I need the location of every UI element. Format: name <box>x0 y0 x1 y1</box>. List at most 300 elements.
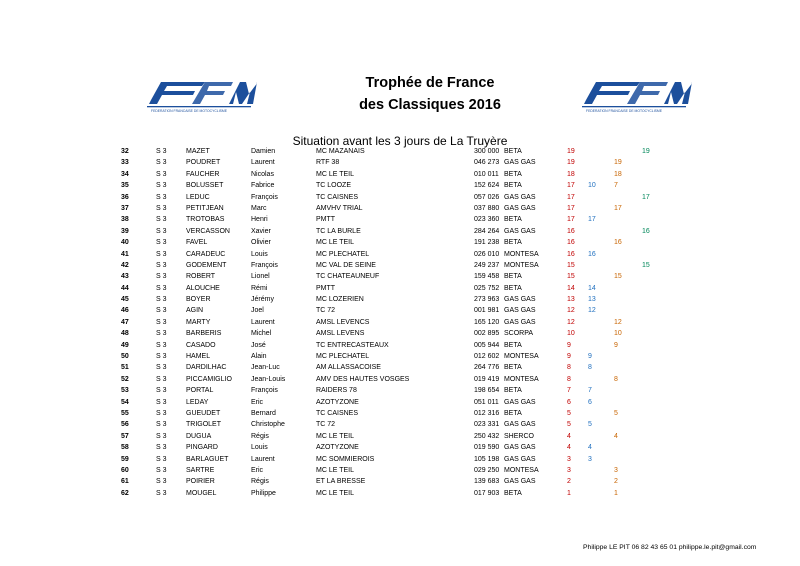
category-cell: S 3 <box>156 216 167 224</box>
points-col2-cell: 1 <box>614 489 618 497</box>
surname-cell: TROTOBAS <box>186 216 225 224</box>
category-cell: S 3 <box>156 227 167 235</box>
category-cell: S 3 <box>156 398 167 406</box>
licence-cell: 284 264 <box>474 227 500 235</box>
rank-cell: 49 <box>121 341 129 349</box>
firstname-cell: Michel <box>251 330 272 338</box>
club-cell: AZOTYZONE <box>316 398 359 406</box>
rank-cell: 33 <box>121 159 129 167</box>
category-cell: S 3 <box>156 489 167 497</box>
rank-cell: 43 <box>121 273 129 281</box>
points-col1-cell: 13 <box>588 296 596 304</box>
page-title: Trophée de France <box>365 75 495 91</box>
firstname-cell: François <box>251 261 278 269</box>
motorcycle-cell: GAS GAS <box>504 296 536 304</box>
club-cell: AMSL LEVENS <box>316 330 365 338</box>
ffm-logo-left <box>145 80 257 114</box>
rank-cell: 57 <box>121 432 129 440</box>
points-col1-cell: 12 <box>588 307 596 315</box>
surname-cell: VERCASSON <box>186 227 230 235</box>
table-row <box>0 294 800 305</box>
rank-cell: 50 <box>121 353 129 361</box>
category-cell: S 3 <box>156 432 167 440</box>
surname-cell: MAZET <box>186 148 210 155</box>
points-col3-cell: 16 <box>642 227 650 235</box>
firstname-cell: Xavier <box>251 227 271 235</box>
surname-cell: PICCAMIGLIO <box>186 375 232 383</box>
category-cell: S 3 <box>156 421 167 429</box>
category-cell: S 3 <box>156 273 167 281</box>
category-cell: S 3 <box>156 466 167 474</box>
licence-cell: 046 273 <box>474 159 500 167</box>
points-col1-cell: 16 <box>588 250 596 258</box>
category-cell: S 3 <box>156 353 167 361</box>
motorcycle-cell: GAS GAS <box>504 478 536 486</box>
rank-cell: 38 <box>121 216 129 224</box>
category-cell: S 3 <box>156 455 167 463</box>
surname-cell: PINGARD <box>186 444 218 452</box>
table-row <box>0 476 800 487</box>
motorcycle-cell: BETA <box>504 148 522 155</box>
firstname-cell: François <box>251 193 278 201</box>
motorcycle-cell: MONTESA <box>504 466 539 474</box>
points-col1-cell: 7 <box>588 387 592 395</box>
motorcycle-cell: BETA <box>504 387 522 395</box>
category-cell: S 3 <box>156 307 167 315</box>
table-row <box>0 214 800 225</box>
club-cell: AMSL LEVENCS <box>316 318 370 326</box>
motorcycle-cell: GAS GAS <box>504 455 536 463</box>
category-cell: S 3 <box>156 387 167 395</box>
table-row <box>0 340 800 351</box>
surname-cell: FAUCHER <box>186 170 220 178</box>
page-subtitle: Situation avant les 3 jours de La Truyère <box>292 134 508 148</box>
firstname-cell: Fabrice <box>251 182 275 190</box>
points-col2-cell: 15 <box>614 273 622 281</box>
licence-cell: 191 238 <box>474 239 500 247</box>
category-cell: S 3 <box>156 364 167 372</box>
table-row <box>0 192 800 203</box>
points-col2-cell: 17 <box>614 204 622 212</box>
rank-cell: 59 <box>121 455 129 463</box>
club-cell: PMTT <box>316 216 336 224</box>
surname-cell: BARBERIS <box>186 330 222 338</box>
points-col1-cell: 5 <box>588 421 592 429</box>
firstname-cell: Régis <box>251 432 269 440</box>
rank-cell: 45 <box>121 296 129 304</box>
table-row <box>0 237 800 248</box>
rank-cell: 55 <box>121 409 129 417</box>
licence-cell: 012 602 <box>474 353 500 361</box>
table-row <box>0 465 800 476</box>
rank-cell: 44 <box>121 284 129 292</box>
category-cell: S 3 <box>156 409 167 417</box>
points-col2-cell: 7 <box>614 182 618 190</box>
rank-cell: 47 <box>121 318 129 326</box>
motorcycle-cell: MONTESA <box>504 250 539 258</box>
club-cell: MC LE TEIL <box>316 489 354 497</box>
motorcycle-cell: BETA <box>504 273 522 281</box>
surname-cell: POUDRET <box>186 159 221 167</box>
licence-cell: 019 419 <box>474 375 500 383</box>
table-row <box>0 169 800 180</box>
total-points-cell: 14 <box>567 284 575 292</box>
rank-cell: 34 <box>121 170 129 178</box>
firstname-cell: Eric <box>251 466 264 474</box>
club-cell: MC PLECHATEL <box>316 250 370 258</box>
licence-cell: 017 903 <box>474 489 500 497</box>
rank-cell: 42 <box>121 261 129 269</box>
total-points-cell: 7 <box>567 387 571 395</box>
points-col2-cell: 5 <box>614 409 618 417</box>
table-row <box>0 408 800 419</box>
table-row <box>0 362 800 373</box>
points-col1-cell: 4 <box>588 444 592 452</box>
firstname-cell: Henri <box>251 216 268 224</box>
category-cell: S 3 <box>156 250 167 258</box>
rank-cell: 61 <box>121 478 129 486</box>
surname-cell: LEDUC <box>186 193 210 201</box>
rank-cell: 48 <box>121 330 129 338</box>
total-points-cell: 5 <box>567 421 571 429</box>
points-col2-cell: 8 <box>614 375 618 383</box>
rank-cell: 58 <box>121 444 129 452</box>
points-col1-cell: 6 <box>588 398 592 406</box>
total-points-cell: 12 <box>567 318 575 326</box>
surname-cell: POIRIER <box>186 478 215 486</box>
surname-cell: PORTAL <box>186 387 214 395</box>
table-row <box>0 203 800 214</box>
motorcycle-cell: GAS GAS <box>504 421 536 429</box>
logo-caption: FEDERATION FRANCAISE DE MOTOCYCLISME <box>151 109 227 113</box>
licence-cell: 019 590 <box>474 444 500 452</box>
points-col2-cell: 18 <box>614 170 622 178</box>
club-cell: MC MAZANAIS <box>316 148 365 155</box>
club-cell: TC CHATEAUNEUF <box>316 273 380 281</box>
total-points-cell: 5 <box>567 409 571 417</box>
club-cell: TC LA BURLE <box>316 227 361 235</box>
licence-cell: 273 963 <box>474 296 500 304</box>
club-cell: MC PLECHATEL <box>316 353 370 361</box>
club-cell: TC ENTRECASTEAUX <box>316 341 389 349</box>
surname-cell: CASADO <box>186 341 216 349</box>
licence-cell: 037 880 <box>474 204 500 212</box>
points-col1-cell: 8 <box>588 364 592 372</box>
club-cell: PMTT <box>316 284 336 292</box>
total-points-cell: 16 <box>567 227 575 235</box>
rank-cell: 46 <box>121 307 129 315</box>
firstname-cell: François <box>251 387 278 395</box>
licence-cell: 198 654 <box>474 387 500 395</box>
rank-cell: 51 <box>121 364 129 372</box>
footer-contact: Philippe LE PIT 06 82 43 65 01 philippe.le.pit@gmail.com <box>583 544 757 551</box>
table-row <box>0 260 800 271</box>
licence-cell: 300 000 <box>474 148 500 155</box>
table-row <box>0 226 800 237</box>
table-row <box>0 454 800 465</box>
licence-cell: 105 198 <box>474 455 500 463</box>
motorcycle-cell: BETA <box>504 216 522 224</box>
licence-cell: 002 895 <box>474 330 500 338</box>
table-row <box>0 157 800 168</box>
licence-cell: 023 360 <box>474 216 500 224</box>
ranking-table <box>0 146 800 499</box>
licence-cell: 026 010 <box>474 250 500 258</box>
surname-cell: FAVEL <box>186 239 208 247</box>
motorcycle-cell: BETA <box>504 284 522 292</box>
motorcycle-cell: BETA <box>504 409 522 417</box>
surname-cell: BOLUSSET <box>186 182 224 190</box>
table-row <box>0 146 800 157</box>
rank-cell: 53 <box>121 387 129 395</box>
page-title-line2: des Classiques 2016 <box>359 97 501 113</box>
category-cell: S 3 <box>156 182 167 190</box>
points-col2-cell: 10 <box>614 330 622 338</box>
table-row <box>0 317 800 328</box>
licence-cell: 264 776 <box>474 364 500 372</box>
firstname-cell: Lionel <box>251 273 270 281</box>
points-col2-cell: 2 <box>614 478 618 486</box>
points-col2-cell: 3 <box>614 466 618 474</box>
firstname-cell: Laurent <box>251 159 275 167</box>
club-cell: MC VAL DE SEINE <box>316 261 376 269</box>
table-row <box>0 351 800 362</box>
points-col2-cell: 9 <box>614 341 618 349</box>
club-cell: TC 72 <box>316 307 336 315</box>
category-cell: S 3 <box>156 239 167 247</box>
firstname-cell: Jean-Luc <box>251 364 280 372</box>
total-points-cell: 17 <box>567 193 575 201</box>
category-cell: S 3 <box>156 284 167 292</box>
total-points-cell: 1 <box>567 489 571 497</box>
motorcycle-cell: SHERCO <box>504 432 534 440</box>
firstname-cell: Louis <box>251 444 268 452</box>
total-points-cell: 6 <box>567 398 571 406</box>
motorcycle-cell: GAS GAS <box>504 204 536 212</box>
total-points-cell: 13 <box>567 296 575 304</box>
category-cell: S 3 <box>156 159 167 167</box>
total-points-cell: 3 <box>567 455 571 463</box>
surname-cell: CARADEUC <box>186 250 226 258</box>
club-cell: TC CAISNES <box>316 193 359 201</box>
surname-cell: ALOUCHE <box>186 284 220 292</box>
motorcycle-cell: GAS GAS <box>504 159 536 167</box>
firstname-cell: Laurent <box>251 318 275 326</box>
motorcycle-cell: BETA <box>504 239 522 247</box>
table-row <box>0 419 800 430</box>
licence-cell: 250 432 <box>474 432 500 440</box>
club-cell: MC LE TEIL <box>316 466 354 474</box>
rank-cell: 37 <box>121 204 129 212</box>
total-points-cell: 16 <box>567 250 575 258</box>
club-cell: RTF 38 <box>316 159 340 167</box>
table-row <box>0 283 800 294</box>
licence-cell: 029 250 <box>474 466 500 474</box>
points-col1-cell: 9 <box>588 353 592 361</box>
rank-cell: 41 <box>121 250 129 258</box>
table-row <box>0 431 800 442</box>
ffm-logo-right <box>580 80 692 114</box>
points-col2-cell: 16 <box>614 239 622 247</box>
total-points-cell: 15 <box>567 261 575 269</box>
licence-cell: 012 316 <box>474 409 500 417</box>
total-points-cell: 18 <box>567 170 575 178</box>
motorcycle-cell: BETA <box>504 489 522 497</box>
points-col3-cell: 15 <box>642 261 650 269</box>
total-points-cell: 9 <box>567 353 571 361</box>
surname-cell: BOYER <box>186 296 211 304</box>
licence-cell: 139 683 <box>474 478 500 486</box>
rank-cell: 56 <box>121 421 129 429</box>
total-points-cell: 19 <box>567 159 575 167</box>
firstname-cell: Jean-Louis <box>251 375 286 383</box>
motorcycle-cell: GAS GAS <box>504 227 536 235</box>
surname-cell: LEDAY <box>186 398 209 406</box>
firstname-cell: Alain <box>251 353 267 361</box>
points-col3-cell: 17 <box>642 193 650 201</box>
licence-cell: 051 011 <box>474 398 499 406</box>
firstname-cell: Rémi <box>251 284 268 292</box>
rank-cell: 39 <box>121 227 129 235</box>
motorcycle-cell: GAS GAS <box>504 307 536 315</box>
firstname-cell: Philippe <box>251 489 276 497</box>
table-row <box>0 328 800 339</box>
surname-cell: AGIN <box>186 307 204 315</box>
firstname-cell: Nicolas <box>251 170 274 178</box>
category-cell: S 3 <box>156 375 167 383</box>
table-row <box>0 397 800 408</box>
category-cell: S 3 <box>156 296 167 304</box>
rank-cell: 60 <box>121 466 129 474</box>
firstname-cell: Laurent <box>251 455 275 463</box>
surname-cell: SARTRE <box>186 466 215 474</box>
surname-cell: HAMEL <box>186 353 211 361</box>
points-col2-cell: 4 <box>614 432 618 440</box>
firstname-cell: Damien <box>251 148 276 155</box>
table-row <box>0 385 800 396</box>
surname-cell: DARDILHAC <box>186 364 227 372</box>
rank-cell: 40 <box>121 239 129 247</box>
category-cell: S 3 <box>156 318 167 326</box>
licence-cell: 249 237 <box>474 261 500 269</box>
total-points-cell: 3 <box>567 466 571 474</box>
motorcycle-cell: BETA <box>504 170 522 178</box>
table-row <box>0 488 800 499</box>
surname-cell: DUGUA <box>186 432 212 440</box>
total-points-cell: 4 <box>567 444 571 452</box>
category-cell: S 3 <box>156 170 167 178</box>
motorcycle-cell: GAS GAS <box>504 398 536 406</box>
motorcycle-cell: SCORPA <box>504 330 534 338</box>
total-points-cell: 17 <box>567 216 575 224</box>
firstname-cell: Bernard <box>251 409 276 417</box>
logo-caption: FEDERATION FRANCAISE DE MOTOCYCLISME <box>586 109 662 113</box>
surname-cell: GUEUDET <box>186 409 221 417</box>
surname-cell: MOUGEL <box>186 489 217 497</box>
table-row <box>0 271 800 282</box>
category-cell: S 3 <box>156 341 167 349</box>
category-cell: S 3 <box>156 444 167 452</box>
club-cell: MC LOZERIEN <box>316 296 364 304</box>
motorcycle-cell: GAS GAS <box>504 444 536 452</box>
points-col1-cell: 10 <box>588 182 596 190</box>
category-cell: S 3 <box>156 478 167 486</box>
club-cell: MC LE TEIL <box>316 170 354 178</box>
licence-cell: 001 981 <box>474 307 500 315</box>
motorcycle-cell: MONTESA <box>504 353 539 361</box>
total-points-cell: 9 <box>567 341 571 349</box>
total-points-cell: 10 <box>567 330 575 338</box>
total-points-cell: 8 <box>567 375 571 383</box>
surname-cell: PETITJEAN <box>186 204 224 212</box>
points-col1-cell: 14 <box>588 284 596 292</box>
surname-cell: ROBERT <box>186 273 216 281</box>
surname-cell: MARTY <box>186 318 211 326</box>
firstname-cell: Jérémy <box>251 296 274 304</box>
category-cell: S 3 <box>156 204 167 212</box>
club-cell: TC 72 <box>316 421 336 429</box>
motorcycle-cell: MONTESA <box>504 375 539 383</box>
total-points-cell: 4 <box>567 432 571 440</box>
firstname-cell: Louis <box>251 250 268 258</box>
surname-cell: TRIGOLET <box>186 421 222 429</box>
licence-cell: 025 752 <box>474 284 500 292</box>
rank-cell: 62 <box>121 489 129 497</box>
motorcycle-cell: MONTESA <box>504 261 539 269</box>
points-col3-cell: 19 <box>642 148 650 155</box>
surname-cell: GODEMENT <box>186 261 227 269</box>
firstname-cell: Olivier <box>251 239 271 247</box>
licence-cell: 152 624 <box>474 182 500 190</box>
table-row <box>0 180 800 191</box>
total-points-cell: 17 <box>567 182 575 190</box>
points-col2-cell: 19 <box>614 159 622 167</box>
total-points-cell: 12 <box>567 307 575 315</box>
licence-cell: 057 026 <box>474 193 500 201</box>
points-col1-cell: 17 <box>588 216 596 224</box>
club-cell: TC CAISNES <box>316 409 359 417</box>
club-cell: MC LE TEIL <box>316 432 354 440</box>
club-cell: MC LE TEIL <box>316 239 354 247</box>
points-col1-cell: 3 <box>588 455 592 463</box>
motorcycle-cell: GAS GAS <box>504 318 536 326</box>
rank-cell: 32 <box>121 148 129 155</box>
category-cell: S 3 <box>156 148 167 155</box>
firstname-cell: Marc <box>251 204 267 212</box>
motorcycle-cell: BETA <box>504 182 522 190</box>
licence-cell: 023 331 <box>474 421 500 429</box>
club-cell: AMVHV TRIAL <box>316 204 363 212</box>
firstname-cell: José <box>251 341 266 349</box>
motorcycle-cell: BETA <box>504 364 522 372</box>
category-cell: S 3 <box>156 261 167 269</box>
club-cell: ET LA BRESSE <box>316 478 366 486</box>
licence-cell: 165 120 <box>474 318 500 326</box>
licence-cell: 010 011 <box>474 170 499 178</box>
firstname-cell: Christophe <box>251 421 285 429</box>
table-row <box>0 374 800 385</box>
club-cell: TC LOOZE <box>316 182 352 190</box>
licence-cell: 159 458 <box>474 273 500 281</box>
rank-cell: 35 <box>121 182 129 190</box>
rank-cell: 36 <box>121 193 129 201</box>
table-row <box>0 305 800 316</box>
firstname-cell: Eric <box>251 398 264 406</box>
licence-cell: 005 944 <box>474 341 500 349</box>
total-points-cell: 16 <box>567 239 575 247</box>
category-cell: S 3 <box>156 193 167 201</box>
total-points-cell: 8 <box>567 364 571 372</box>
